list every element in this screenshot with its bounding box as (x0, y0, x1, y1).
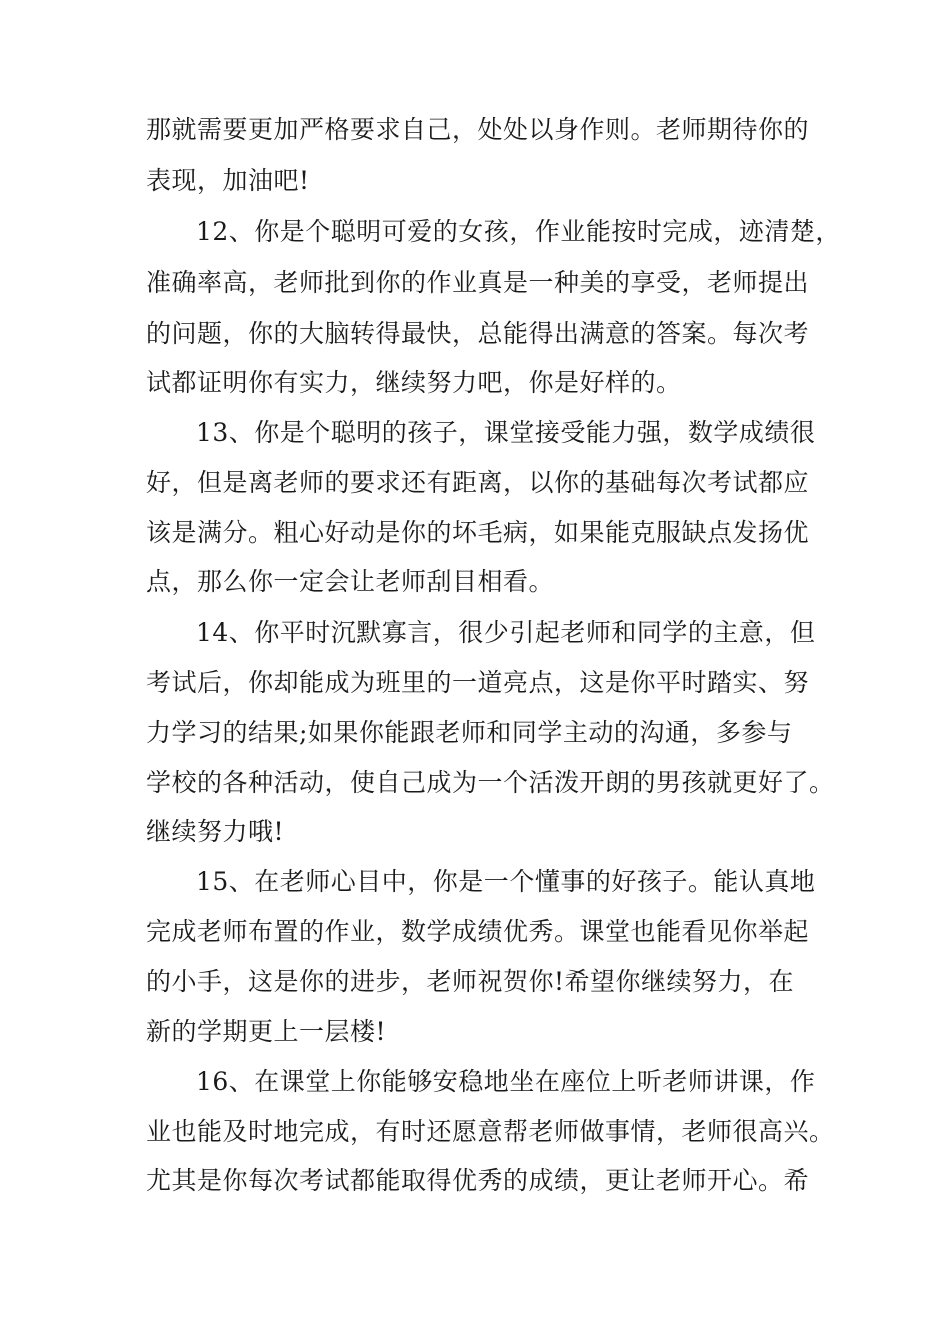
text-line: 继续努力哦! (146, 817, 285, 846)
text-line: 该是满分。粗心好动是你的坏毛病，如果能克服缺点发扬优 (146, 518, 810, 547)
text-line: 考试后，你却能成为班里的一道亮点，这是你平时踏实、努 (146, 668, 810, 697)
text-line: 试都证明你有实力，继续努力吧，你是好样的。 (146, 368, 682, 397)
text-line: 点，那么你一定会让老师刮目相看。 (146, 567, 555, 596)
paragraph-14-start: 14、你平时沉默寡言，很少引起老师和同学的主意，但 (196, 618, 816, 647)
text-line: 尤其是你每次考试都能取得优秀的成绩，更让老师开心。希 (146, 1166, 810, 1195)
text-line: 新的学期更上一层楼! (146, 1017, 387, 1046)
text-line: 那就需要更加严格要求自己，处处以身作则。老师期待你的 (146, 115, 810, 144)
paragraph-15-start: 15、在老师心目中，你是一个懂事的好孩子。能认真地 (196, 867, 816, 896)
text-line: 业也能及时地完成，有时还愿意帮老师做事情，老师很高兴。 (146, 1117, 835, 1146)
text-line: 好，但是离老师的要求还有距离，以你的基础每次考试都应 (146, 468, 810, 497)
text-line: 力学习的结果;如果你能跟老师和同学主动的沟通，多参与 (146, 718, 793, 747)
text-line: 准确率高，老师批到你的作业真是一种美的享受，老师提出 (146, 268, 810, 297)
paragraph-16-start: 16、在课堂上你能够安稳地坐在座位上听老师讲课，作 (196, 1067, 816, 1096)
text-line: 的问题，你的大脑转得最快，总能得出满意的答案。每次考 (146, 319, 810, 348)
text-line: 完成老师布置的作业，数学成绩优秀。课堂也能看见你举起 (146, 917, 810, 946)
text-line: 的小手，这是你的进步，老师祝贺你!希望你继续努力，在 (146, 967, 795, 996)
paragraph-13-start: 13、你是个聪明的孩子，课堂接受能力强，数学成绩很 (196, 418, 816, 447)
text-line: 学校的各种活动，使自己成为一个活泼开朗的男孩就更好了。 (146, 768, 835, 797)
paragraph-12-start: 12、你是个聪明可爱的女孩，作业能按时完成，迹清楚， (196, 217, 841, 246)
text-line: 表现，加油吧! (146, 166, 310, 195)
